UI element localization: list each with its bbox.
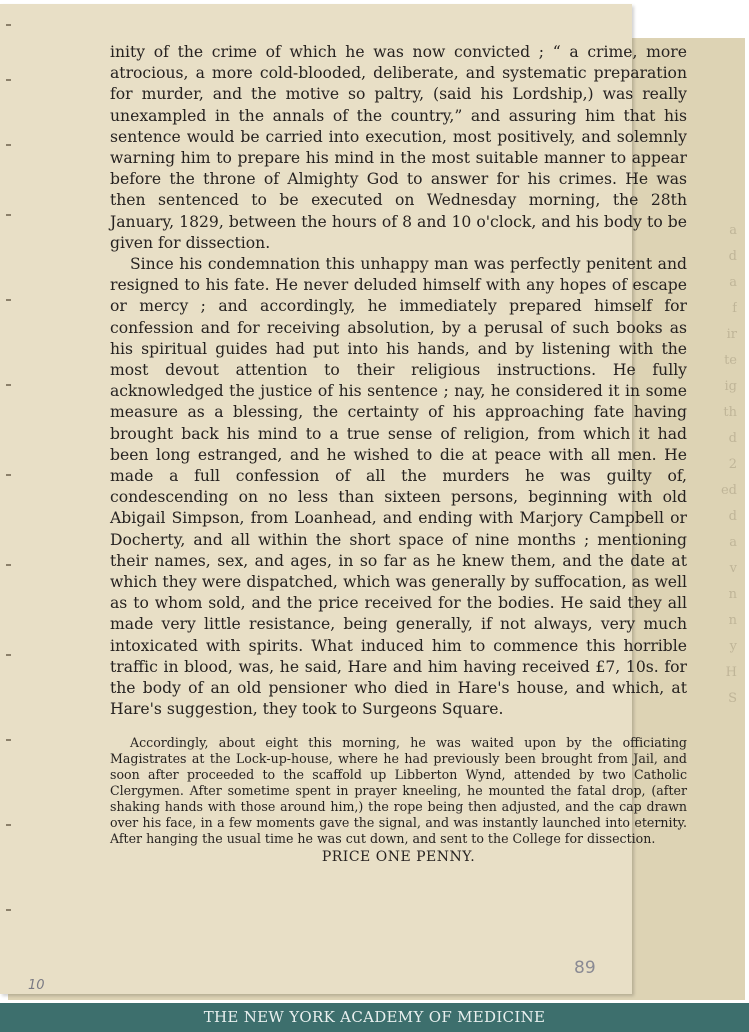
edge-mark — [6, 564, 11, 566]
edge-mark — [6, 24, 11, 26]
edge-mark — [6, 654, 11, 656]
paragraph-execution: Accordingly, about eight this morning, he was waited upon by the officiating Magistrates at the Lock-up-house, where he had previously been brought from Jail, and soon after proceeded to the scaffold up Libberton Wynd, attended by two Catholic Clergymen. After sometime spent in prayer kneeling, he mounted the fatal drop, (after shaking hands with those around him,) the rope being then adjusted, and the cap drawn over his face, in a few moments gave the signal, and was instantly launched into eternity. After hanging the usual time he was cut down, and sent to the College for dissection. — [110, 734, 687, 846]
edge-mark — [6, 739, 11, 741]
footer-label: THE NEW YORK ACADEMY OF MEDICINE — [203, 1008, 546, 1026]
edge-mark — [6, 909, 11, 911]
paragraph-sentence: inity of the crime of which he was now convicted ; “ a crime, more atrocious, a more cold-blooded, deliberate, and systematic preparation for murder, and the motive so paltry, (said his Lordship,) was really unexampled in the annals of the country,” and assuring him that his sentence would be carried into execution, most positively, and solemnly warning him to prepare his mind in the most suitable manner to appear before the throne of Almighty God to answer for his crimes. He was then sentenced to be executed on Wednesday morning, the 28th January, 1829, between the hours of 8 and 10 o'clock, and his body to be given for dissection. — [110, 43, 687, 252]
paragraph-confession: Since his condemnation this unhappy man was perfectly penitent and resigned to his fate. He never deluded himself with any hopes of escape or mercy ; and accordingly, he immediately prepared himself for confession and for receiving absolution, by a perusal of such books as his spiritual guides had put into his hands, and by listening with the most devout attention to their religious instructions. He fully acknowledged the justice of his sentence ; nay, he considered it in some measure as a blessing, the certainty of his approaching fate having brought back his mind to a true sense of religion, from which it had been long estranged, and he wished to die at peace with all men. He made a full confession of all the murders he was guilty of, condescending on no less than sixteen persons, beginning with old Abigail Simpson, from Loanhead, and ending with Marjory Campbell or Docherty, and all within the short space of nine months ; mentioning their names, sex, and ages, in so far as he knew them, and the date at which they were dispatched, which was generally by suffocation, as well as to whom sold, and the price received for the bodies. He said they all made very little resistance, being generally, if not always, very much intoxicated with spirits. What induced him to commence this horrible traffic in blood, was, he said, Hare and him having received £7, 10s. for the body of an old pensioner who died in Hare's house, and which, at Hare's suggestion, they took to Surgeons Square. — [110, 255, 687, 719]
edge-mark — [6, 299, 11, 301]
footer-banner — [0, 1003, 749, 1032]
price-line: PRICE ONE PENNY. — [321, 848, 476, 865]
edge-mark — [6, 474, 11, 476]
edge-mark — [6, 214, 11, 216]
edge-mark — [6, 144, 11, 146]
bleed-through-text: a d a f ir te ig th d 2 ed d a v n n y H S — [720, 223, 737, 706]
page-number: 89 — [574, 958, 596, 978]
document-body — [110, 42, 687, 865]
edge-mark — [6, 824, 11, 826]
edge-mark — [6, 79, 11, 81]
corner-note: 10 — [28, 978, 45, 993]
edge-mark — [6, 384, 11, 386]
